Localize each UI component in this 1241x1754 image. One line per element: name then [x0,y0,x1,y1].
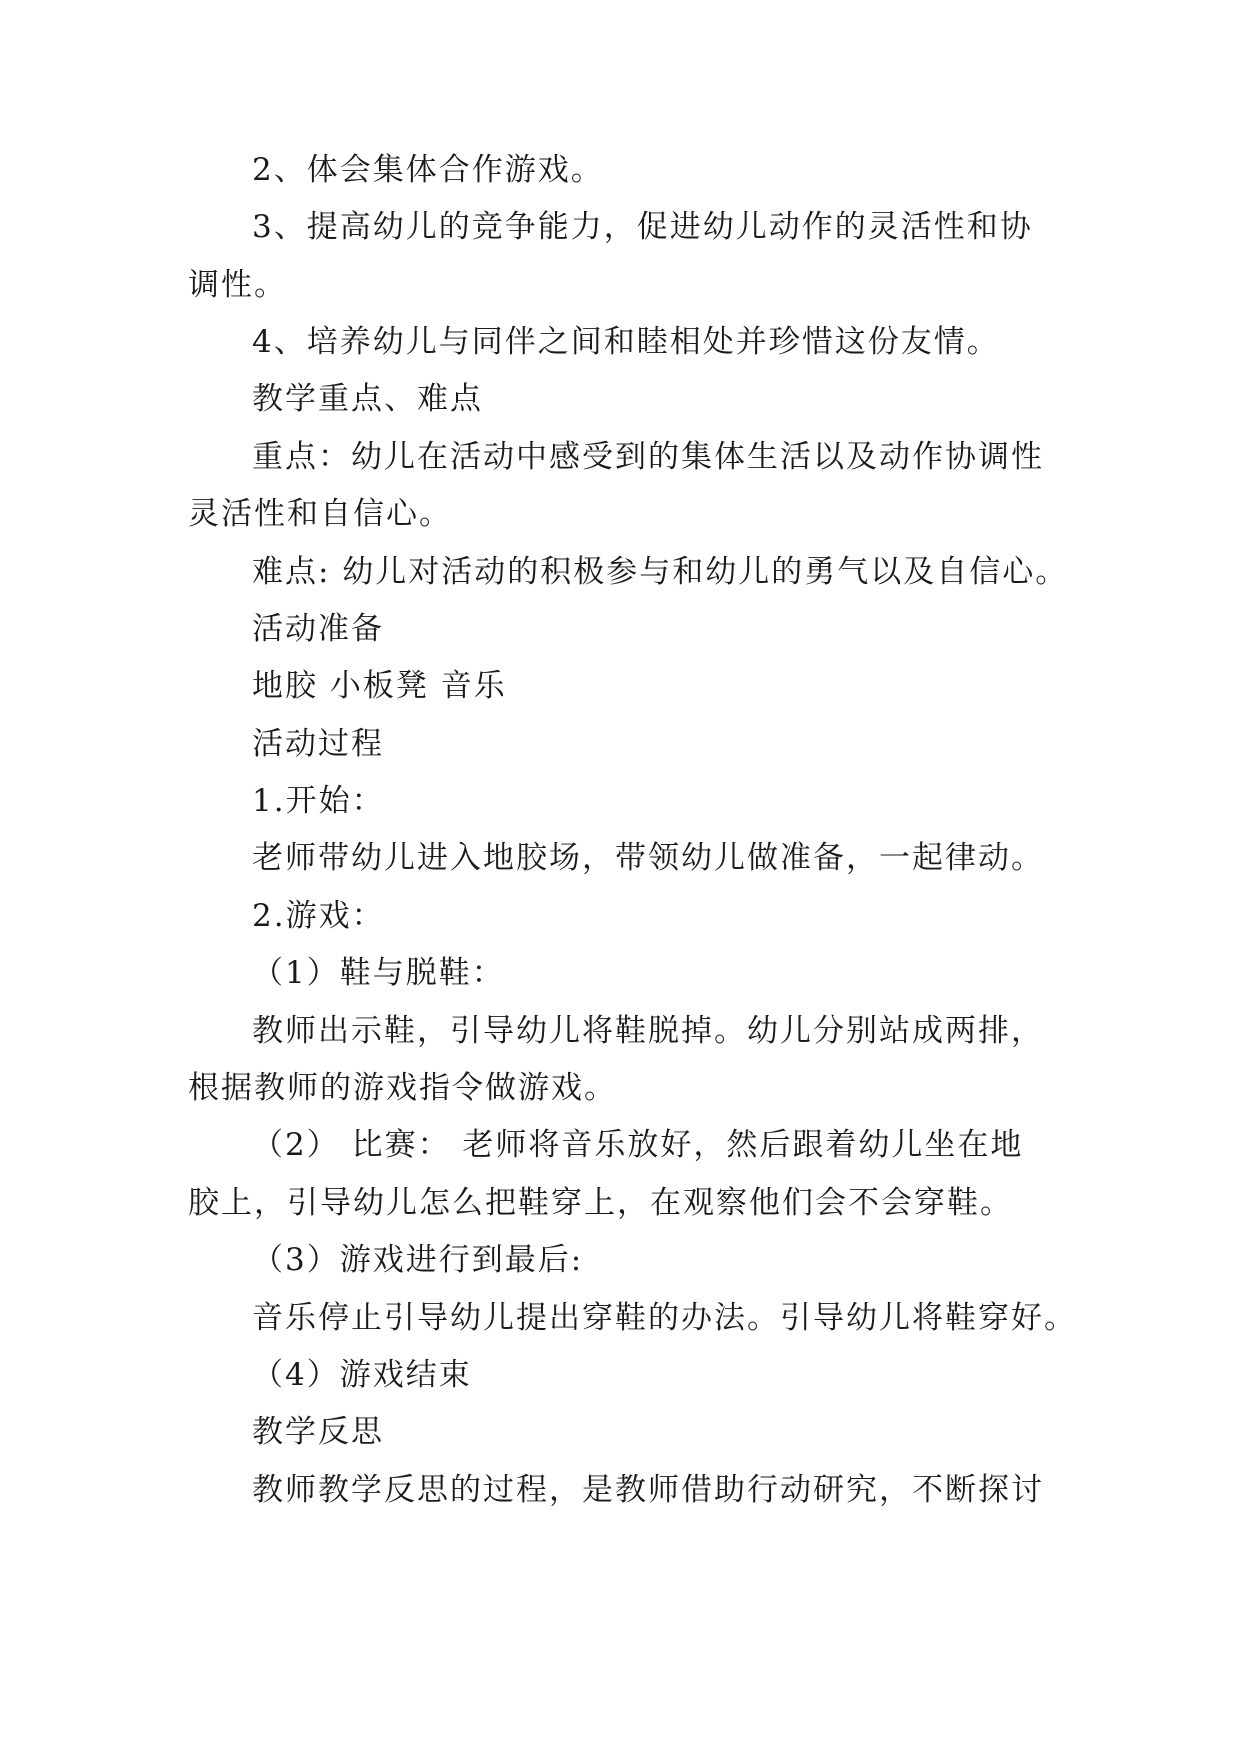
text-line: 老师带幼儿进入地胶场，带领幼儿做准备，一起律动。 [252,840,1044,876]
text-line: 2、体会集体合作游戏。 [252,152,604,188]
text-line: 根据教师的游戏指令做游戏。 [188,1070,617,1106]
text-line: 4、培养幼儿与同伴之间和睦相处并珍惜这份友情。 [252,324,1000,360]
text-line: 3、提高幼儿的竞争能力，促进幼儿动作的灵活性和协 [252,209,1033,245]
text-line: 1.开始： [252,783,385,819]
text-line: （2） 比赛： 老师将音乐放好，然后跟着幼儿坐在地 [252,1127,1024,1163]
text-line: 教师教学反思的过程，是教师借助行动研究，不断探讨 [252,1472,1044,1508]
section-heading: 活动过程 [252,726,384,762]
text-line: 地胶 小板凳 音乐 [252,668,507,704]
section-heading: 活动准备 [252,611,384,647]
text-line: （3）游戏进行到最后: [252,1242,584,1278]
text-line: （4）游戏结束 [252,1357,472,1393]
text-line: 调性。 [188,267,287,303]
text-line: 2.游戏： [252,898,385,934]
section-heading: 教学反思 [252,1414,384,1450]
text-line: 灵活性和自信心。 [188,496,452,532]
text-line: 难点: 幼儿对活动的积极参与和幼儿的勇气以及自信心。 [252,554,1069,590]
text-line: 胶上，引导幼儿怎么把鞋穿上，在观察他们会不会穿鞋。 [188,1185,1013,1221]
text-line: 音乐停止引导幼儿提出穿鞋的办法。引导幼儿将鞋穿好。 [252,1300,1077,1336]
text-line: 重点：幼儿在活动中感受到的集体生活以及动作协调性 [252,439,1044,475]
text-line: （1）鞋与脱鞋： [252,955,505,991]
section-heading: 教学重点、难点 [252,381,483,417]
text-line: 教师出示鞋，引导幼儿将鞋脱掉。幼儿分别站成两排， [252,1013,1044,1049]
